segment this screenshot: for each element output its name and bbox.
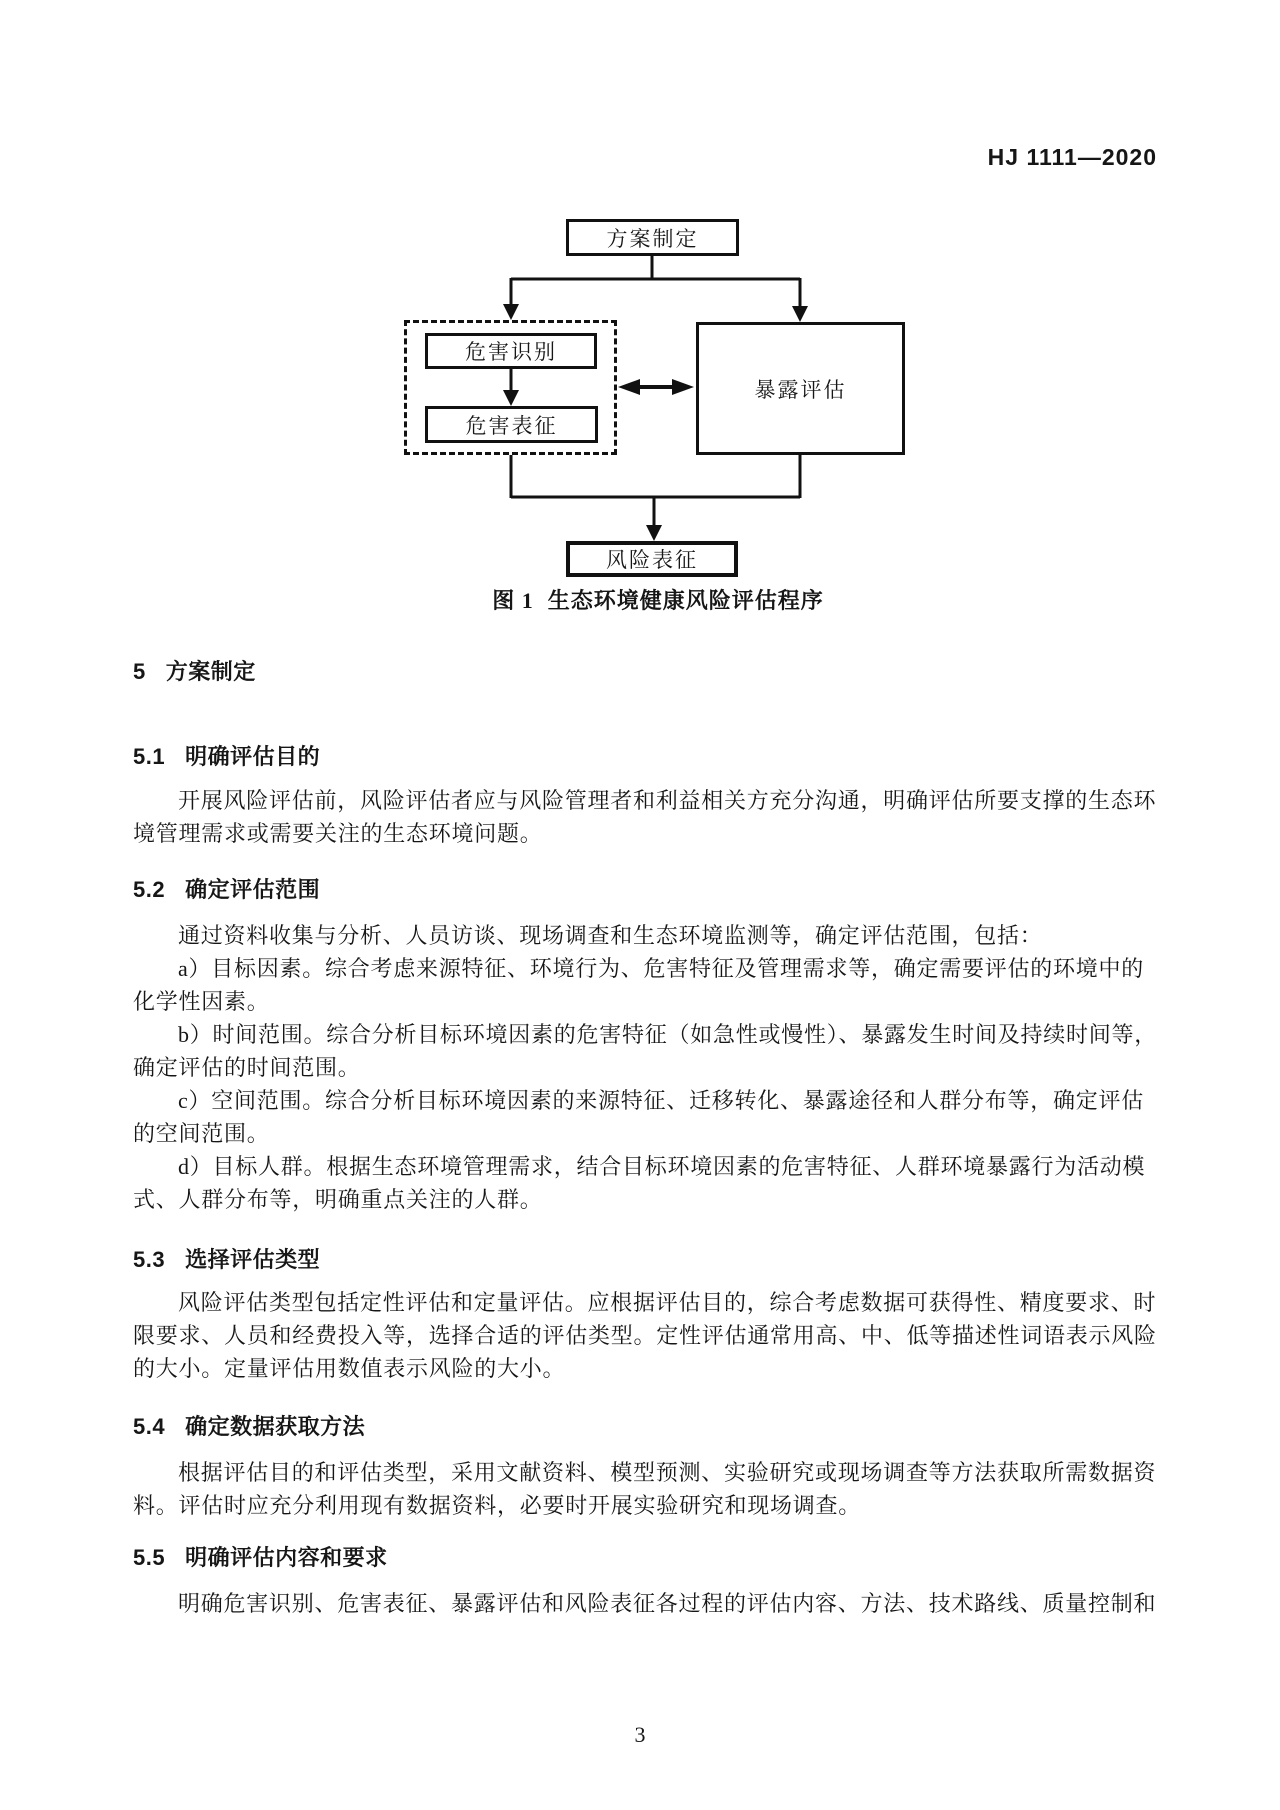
figure-caption [0,584,1280,615]
text-line: 境管理需求或需要关注的生态环境问题。 [133,821,543,846]
arrowhead-double-left [618,379,640,395]
flow-box-hazard-characterization: 危害表征 [425,406,598,443]
section-5-heading [133,655,1157,686]
flow-box-exposure-assessment: 暴露评估 [696,322,905,455]
flow-box-hazard-identification: 危害识别 [425,333,597,369]
section-number: 5 [133,659,146,684]
arrowhead-double-right [672,379,694,395]
text-line: d）目标人群。根据生态环境管理需求，结合目标环境因素的危害特征、人群环境暴露行为活动模 [178,1154,1146,1179]
text-line: 料。评估时应充分利用现有数据资料，必要时开展实验研究和现场调查。 [133,1493,862,1518]
section-5-5-heading [133,1541,1157,1572]
page-number: 3 [634,1722,646,1747]
section-title: 确定评估范围 [185,877,321,902]
section-number: 5.5 [133,1545,166,1570]
section-5-3-paragraph [133,1286,1183,1385]
text-line: 限要求、人员和经费投入等，选择合适的评估类型。定性评估通常用高、中、低等描述性词语表示风险 [133,1323,1157,1348]
figure-caption-text: 生态环境健康风险评估程序 [547,588,824,613]
text-line: 风险评估类型包括定性评估和定量评估。应根据评估目的，综合考虑数据可获得性、精度要求、时 [178,1290,1157,1315]
flow-box-plan: 方案制定 [566,219,739,256]
text-line: c）空间范围。综合分析目标环境因素的来源特征、迁移转化、暴露途径和人群分布等，确定评估 [178,1088,1145,1113]
figure-flowchart [0,190,1280,620]
section-5-5-paragraph [133,1587,1183,1620]
text-line: 的大小。定量评估用数值表示风险的大小。 [133,1356,566,1381]
text-line: 化学性因素。 [133,989,270,1014]
text-line: b）时间范围。综合分析目标环境因素的危害特征（如急性或慢性）、暴露发生时间及持续时间等， [178,1022,1158,1047]
section-5-1-paragraph [133,784,1183,850]
arrowhead-to-hazard-group [503,304,519,320]
section-number: 5.3 [133,1247,166,1272]
section-number: 5.4 [133,1414,166,1439]
section-5-2-heading [133,873,1157,904]
section-title: 确定数据获取方法 [185,1414,366,1439]
text-line: 确定评估的时间范围。 [133,1055,361,1080]
doc-number: HJ 1111—2020 [987,144,1157,170]
section-5-3-heading [133,1243,1157,1274]
section-title: 明确评估目的 [185,744,321,769]
section-title: 选择评估类型 [185,1247,321,1272]
text-line: 明确危害识别、危害表征、暴露评估和风险表征各过程的评估内容、方法、技术路线、质量控制和 [178,1591,1157,1616]
text-line: 根据评估目的和评估类型，采用文献资料、模型预测、实验研究或现场调查等方法获取所需数据资 [178,1460,1157,1485]
flow-box-risk-characterization: 风险表征 [566,541,738,577]
text-line: 式、人群分布等，明确重点关注的人群。 [133,1187,543,1212]
arrowhead-to-risk-characterization [646,525,662,541]
section-number: 5.1 [133,744,166,769]
section-5-2-paragraph [133,919,1183,1216]
arrowhead-to-exposure [792,306,808,322]
section-5-4-heading [133,1410,1157,1441]
text-line: 开展风险评估前，风险评估者应与风险管理者和利益相关方充分沟通，明确评估所要支撑的生态环 [178,788,1157,813]
section-5-1-heading [133,740,1157,771]
text-line: 的空间范围。 [133,1121,270,1146]
text-line: a）目标因素。综合考虑来源特征、环境行为、危害特征及管理需求等，确定需要评估的环境中的 [178,956,1145,981]
section-title: 方案制定 [165,659,256,684]
section-number: 5.2 [133,877,166,902]
section-5-4-paragraph [133,1456,1183,1522]
text-line: 通过资料收集与分析、人员访谈、现场调查和生态环境监测等，确定评估范围，包括： [178,923,1043,948]
figure-caption-label: 图 1 [492,588,534,613]
section-title: 明确评估内容和要求 [185,1545,388,1570]
